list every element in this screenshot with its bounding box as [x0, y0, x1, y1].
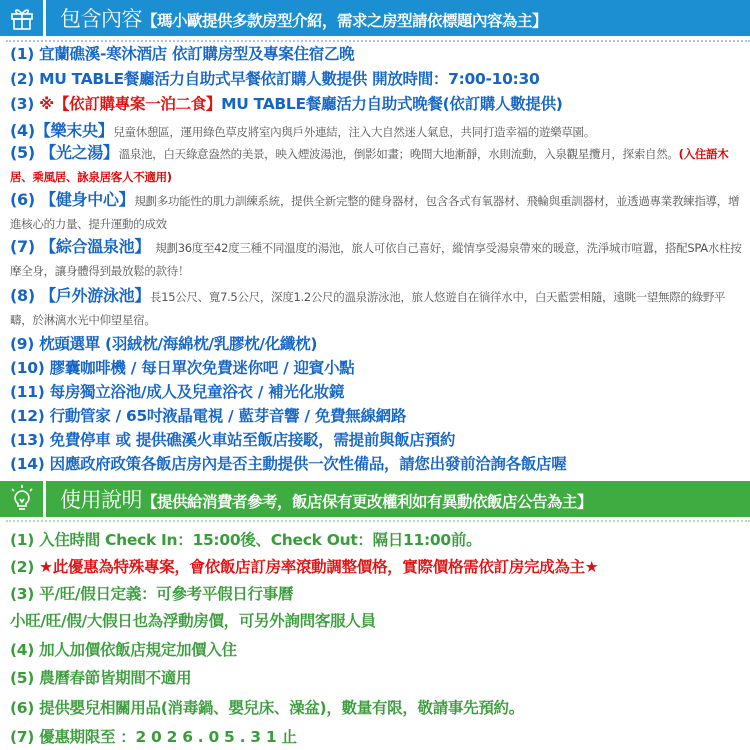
list-item	[10, 189, 746, 235]
section-header-usage	[0, 481, 750, 517]
list-item	[10, 118, 746, 141]
section-title: 包含內容	[60, 7, 142, 31]
item-text: (6) 提供嬰兒相關用品(消毒鍋、嬰兒床、澡盆)，數量有限，敬請事先預約。	[10, 699, 524, 717]
item-text: (13) 免費停車 或 提供礁溪火車站至飯店接駁，需提前與飯店預約	[10, 431, 456, 449]
item-text: (6) 【健身中心】	[10, 190, 135, 209]
item-text: (12) 行動管家 / 65吋液晶電視 / 藍芽音響 / 免費無線網路	[10, 407, 407, 425]
item-text: MU TABLE餐廳活力自助式晚餐(依訂購人數提供)	[221, 95, 563, 113]
list-item	[10, 725, 746, 747]
item-text: (3)	[10, 95, 40, 113]
item-text: 規劃36度至42度三種不同溫度的湯池，旅人可依自己喜好，縱情享受湯泉帶來的暖意，洗淨城市喧囂，搭配SPA水柱按摩全身，讓身體得到最放鬆的款待！	[10, 241, 742, 278]
item-text: 長15公尺、寬7.5公尺，深度1.2公尺的溫泉游泳池，旅人悠遊自在徜徉水中，白天藍雲相隨，遠眺一望無際的綠野平疇，於淋漓水光中仰望星宿。	[10, 290, 726, 327]
item-text: (5) 農曆春節皆期間不適用	[10, 669, 192, 687]
item-text: (3) 平/旺/假日定義：可參考平假日行事曆	[10, 585, 294, 603]
item-text: (11) 每房獨立浴池/成人及兒童浴衣 / 補光化妝鏡	[10, 383, 345, 401]
divider	[6, 520, 750, 522]
item-text: (入住語木居、乘風居、詠泉居客人不適用)	[10, 147, 729, 184]
item-text: (1) 入住時間 Check In：15:00後、Check Out：隔日11:00前。	[10, 531, 482, 549]
section-subtitle: 【瑪小歐提供多款房型介紹，需求之房型請依標題內容為主】	[142, 12, 548, 30]
item-text: 小旺/旺/假/大假日也為浮動房價，可另外詢問客服人員	[10, 612, 376, 630]
section-subtitle: 【提供給消費者參考，飯店保有更改權利如有異動依飯店公告為主】	[142, 493, 593, 511]
list-item	[10, 92, 746, 114]
item-text: 兒童休憩區，運用綠色草皮將室內與戶外連結，注入大自然迷人氣息，共同打造幸福的遊樂草園。	[113, 125, 595, 139]
list-item	[10, 356, 746, 378]
list-item	[10, 285, 746, 331]
item-text: (7) 【綜合溫泉池】	[10, 237, 156, 256]
item-text: (14) 因應政府政策各飯店房內是否主動提供一次性備品，請您出發前洽詢各飯店喔	[10, 455, 567, 473]
list-item	[10, 380, 746, 402]
list-item	[10, 67, 746, 89]
list-item	[10, 609, 746, 631]
list-item	[10, 236, 746, 282]
item-text: (10) 膠囊咖啡機 / 每日單次免費迷你吧 / 迎賓小點	[10, 359, 355, 377]
item-text: (4)【樂末央】	[10, 121, 114, 140]
item-text: 規劃多功能性的肌力訓練系統，提供全新完整的健身器材，包含各式有氧器材、飛輪與重訓器材，並透過專業教練指導，增進核心的力量、提升運動的成效	[10, 194, 740, 231]
list-item	[10, 42, 746, 64]
item-text: (5) 【光之湯】	[10, 143, 119, 162]
item-text: (2) MU TABLE餐廳活力自助式早餐依訂購人數提供 開放時間：7:00-10:30	[10, 70, 540, 88]
list-item	[10, 528, 746, 550]
item-text: ※【依訂購專案一泊二食】	[39, 95, 222, 113]
item-text: (1) 宜蘭礁溪-寒沐酒店 依訂購房型及專案住宿乙晚	[10, 45, 355, 63]
lightbulb-icon	[0, 481, 46, 517]
list-item	[10, 428, 746, 450]
item-text: (4) 加人加價依飯店規定加價入住	[10, 641, 237, 659]
item-text: (7) 優惠期限至 ：2 0 2 6 . 0 5 . 3 1 止	[10, 728, 297, 746]
list-item	[10, 696, 746, 718]
item-text: ★此優惠為特殊專案，會依飯店訂房率滾動調整價格，實際價格需依訂房完成為主★	[39, 558, 599, 576]
list-item	[10, 404, 746, 426]
list-item	[10, 666, 746, 688]
list-item	[10, 142, 746, 188]
item-text: (9) 枕頭選單 (羽絨枕/海綿枕/乳膠枕/化纖枕)	[10, 335, 318, 353]
list-item	[10, 638, 746, 660]
section-title: 使用說明	[60, 488, 142, 512]
list-item	[10, 555, 746, 577]
list-item	[10, 332, 746, 354]
section-header-included	[0, 0, 750, 36]
list-item	[10, 582, 746, 604]
item-text: 溫泉池，白天綠意盎然的美景，映入煙波湯池，倒影如畫；晚間大地漸靜，水則流動，入泉觀星攬月，探索自然。	[118, 147, 679, 161]
item-text: (2)	[10, 558, 40, 576]
item-text: (8) 【戶外游泳池】	[10, 286, 151, 305]
gift-icon	[0, 0, 46, 36]
list-item	[10, 452, 746, 474]
